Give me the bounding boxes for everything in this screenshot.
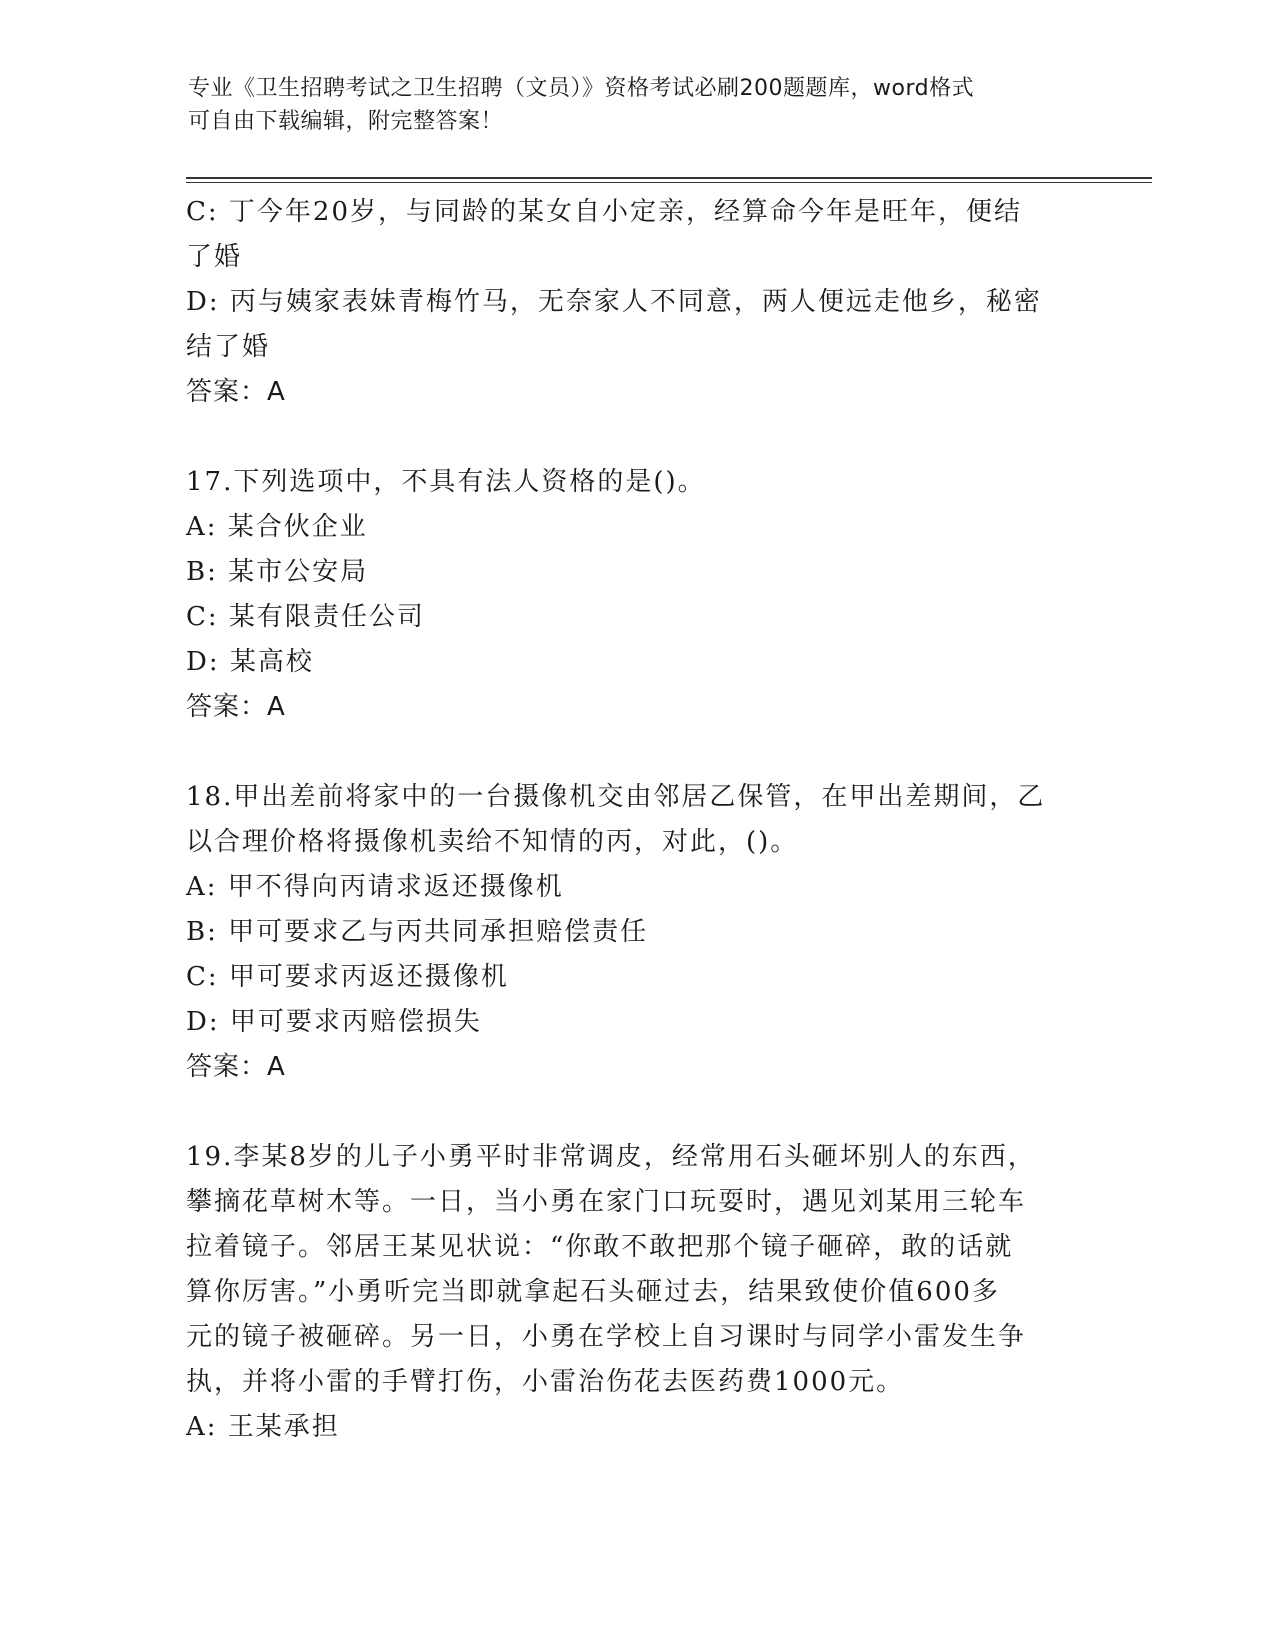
q17-answer: 答案：A [186, 692, 286, 722]
q17-option-a: A: 某合伙企业 [186, 512, 368, 542]
question-content [186, 190, 1086, 1450]
q19-option-a: A: 王某承担 [186, 1412, 340, 1442]
q19-stem-line-1: 19.李某8岁的儿子小勇平时非常调皮，经常用石头砸坏别人的东西， [186, 1142, 1036, 1172]
q16-option-d-line-1: D: 丙与姨家表妹青梅竹马，无奈家人不同意，两人便远走他乡，秘密 [186, 287, 1042, 317]
q18-option-a: A: 甲不得向丙请求返还摄像机 [186, 872, 564, 902]
header-line-2: 可自由下载编辑，附完整答案！ [188, 109, 504, 134]
q19-stem-line-3: 拉着镜子。邻居王某见状说：“你敢不敢把那个镜子砸碎，敢的话就 [186, 1232, 1014, 1262]
q16-option-d-line-2: 结了婚 [186, 332, 271, 362]
spacer [186, 415, 1086, 460]
q17-option-c: C: 某有限责任公司 [186, 602, 425, 632]
q19-stem-line-2: 攀摘花草树木等。一日，当小勇在家门口玩耍时，遇见刘某用三轮车 [186, 1187, 1027, 1217]
q18-answer: 答案：A [186, 1052, 286, 1082]
q17-option-b: B: 某市公安局 [186, 557, 369, 587]
q19-stem-line-5: 元的镜子被砸碎。另一日，小勇在学校上自习课时与同学小雷发生争 [186, 1322, 1027, 1352]
document-header [188, 72, 1068, 138]
q17-option-d: D: 某高校 [186, 647, 314, 677]
q18-option-d: D: 甲可要求丙赔偿损失 [186, 1007, 482, 1037]
q16-answer: 答案：A [186, 377, 286, 407]
q18-stem-line-1: 18.甲出差前将家中的一台摄像机交由邻居乙保管，在甲出差期间，乙 [186, 782, 1046, 812]
spacer [186, 1090, 1086, 1135]
header-line-1: 专业《卫生招聘考试之卫生招聘（文员）》资格考试必刷200题题库，word格式 [188, 76, 975, 101]
q19-stem-line-4: 算你厉害。”小勇听完当即就拿起石头砸过去，结果致使价值600多 [186, 1277, 1000, 1307]
q17-stem: 17.下列选项中，不具有法人资格的是()。 [186, 467, 706, 497]
q18-option-c: C: 甲可要求丙返还摄像机 [186, 962, 509, 992]
q16-option-c-line-1: C: 丁今年20岁，与同龄的某女自小定亲，经算命今年是旺年，便结 [186, 197, 1023, 227]
header-rule-thick [186, 177, 1152, 179]
spacer [186, 730, 1086, 775]
q18-stem-line-2: 以合理价格将摄像机卖给不知情的丙，对此，()。 [186, 827, 799, 857]
q19-stem-line-6: 执，并将小雷的手臂打伤，小雷治伤花去医药费1000元。 [186, 1367, 905, 1397]
header-rule-thin [186, 182, 1152, 183]
q18-option-b: B: 甲可要求乙与丙共同承担赔偿责任 [186, 917, 649, 947]
q16-option-c-line-2: 了婚 [186, 242, 243, 272]
